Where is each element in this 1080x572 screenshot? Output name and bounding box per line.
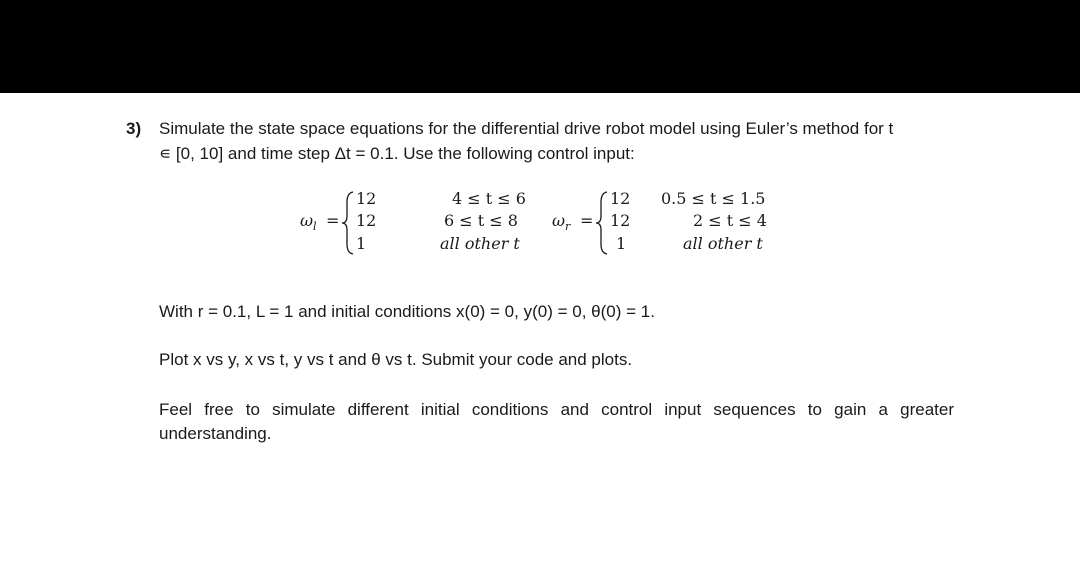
omega-r-value-2: 12: [610, 211, 631, 230]
omega-l-value-1: 12: [356, 189, 377, 208]
omega-r-value-3: 1: [616, 234, 627, 253]
question-number: 3): [126, 119, 142, 138]
question-line-2: ∊ [0, 10] and time step Δt = 0.1. Use the following control input:: [159, 144, 635, 163]
omega-l-equals: =: [326, 211, 340, 230]
omega-l-value-2: 12: [356, 211, 377, 230]
omega-l-condition-1: 4 ≤ t ≤ 6: [452, 189, 526, 208]
omega-l-symbol: $\omega_l$: [300, 211, 317, 234]
top-black-bar: [0, 0, 1080, 93]
omega-l-value-3: 1: [356, 234, 367, 253]
parameters-text: With r = 0.1, L = 1 and initial conditions x(0) = 0, y(0) = 0, θ(0) = 1.: [159, 302, 655, 321]
plot-instructions: Plot x vs y, x vs t, y vs t and θ vs t. Submit your code and plots.: [159, 350, 633, 369]
omega-r-equals: =: [580, 211, 594, 230]
omega-l-condition-2: 6 ≤ t ≤ 8: [444, 211, 518, 230]
omega-r-symbol: $\omega_r$: [552, 211, 571, 234]
omega-r-value-1: 12: [610, 189, 631, 208]
question-line-1: Simulate the state space equations for the differential drive robot model using Euler’s method for t: [159, 119, 894, 138]
omega-l-brace: [341, 190, 355, 256]
omega-r-condition-2: 2 ≤ t ≤ 4: [693, 211, 767, 230]
feel-free-paragraph: Feel free to simulate different initial conditions and control input sequences to gain a greater understanding.: [159, 400, 954, 443]
omega-r-condition-1: 0.5 ≤ t ≤ 1.5: [661, 189, 766, 208]
omega-l-condition-3: all other t: [440, 234, 520, 253]
omega-r-brace: [595, 190, 609, 256]
omega-r-condition-3: all other t: [683, 234, 763, 253]
